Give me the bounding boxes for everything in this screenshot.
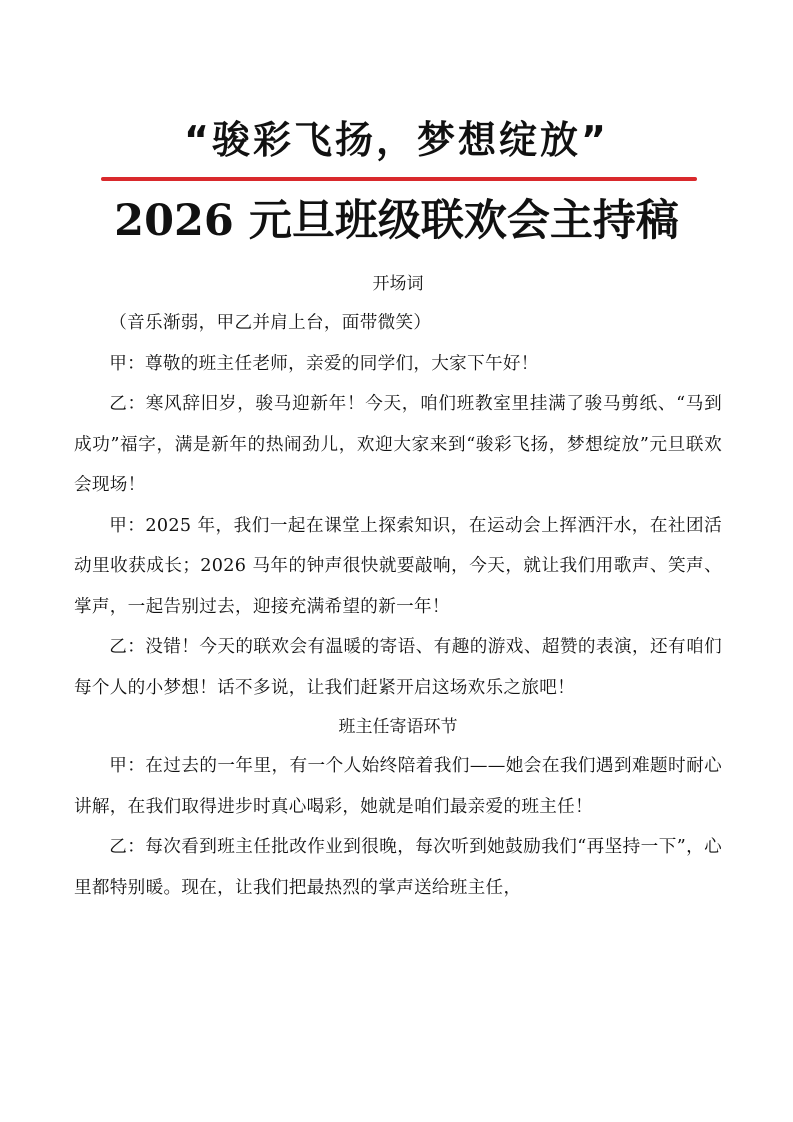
paragraph: 甲：在过去的一年里，有一个人始终陪着我们——她会在我们遇到难题时耐心讲解，在我们取得进步时真心喝彩，她就是咱们最亲爱的班主任！ [74,756,722,817]
document-subtitle: “骏彩飞扬，梦想绽放” [184,118,609,162]
section-heading-teacher-message: 班主任寄语环节 [338,717,458,737]
paragraph: 乙：每次看到班主任批改作业到很晚，每次听到她鼓励我们“再坚持一下”，心里都特别暖。现在，让我们把最热烈的掌声送给班主任， [74,837,722,898]
document-body [74,265,722,908]
stage-direction: （音乐渐弱，甲乙并肩上台，面带微笑） [109,313,432,333]
paragraph: 乙：没错！今天的联欢会有温暖的寄语、有趣的游戏、超赞的表演，还有咱们每个人的小梦想！话不多说，让我们赶紧开启这场欢乐之旅吧！ [74,637,722,698]
paragraph: 乙：寒风辞旧岁，骏马迎新年！今天，咱们班教室里挂满了骏马剪纸、“马到成功”福字，满是新年的热闹劲儿，欢迎大家来到“骏彩飞扬，梦想绽放”元旦联欢会现场！ [74,394,722,495]
title-divider-line [101,177,697,181]
paragraph: 甲：2025 年，我们一起在课堂上探索知识，在运动会上挥洒汗水，在社团活动里收获成长；2026 马年的钟声很快就要敲响，今天，就让我们用歌声、笑声、掌声，一起告别过去，迎接充满希望的新一年！ [74,515,722,617]
paragraph: 甲：尊敬的班主任老师，亲爱的同学们，大家下午好！ [109,353,539,374]
section-heading-opening: 开场词 [372,274,424,294]
document-title: 2026 元旦班级联欢会主持稿 [114,196,679,246]
